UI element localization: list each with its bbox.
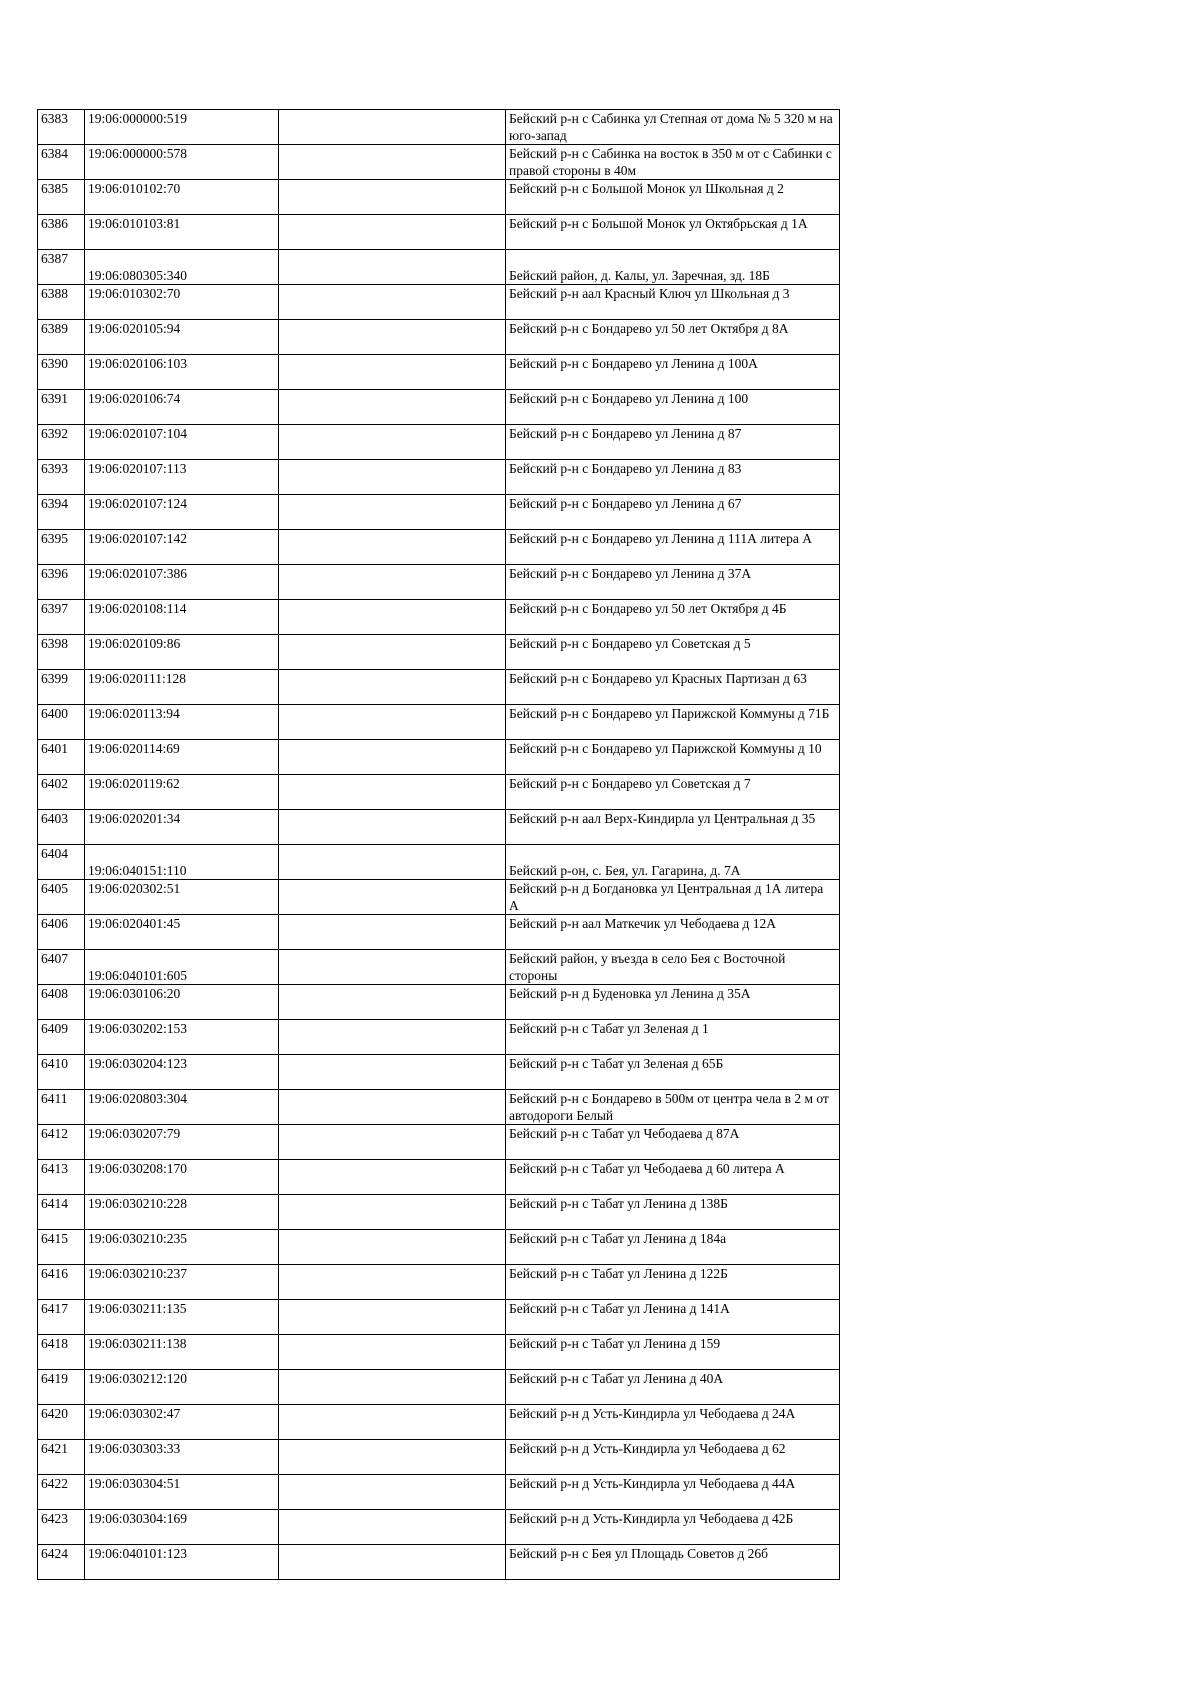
cadastral-number-cell: 19:06:040101:605 — [85, 950, 279, 985]
address-cell: Бейский р-н с Бондарево ул Ленина д 87 — [506, 425, 840, 460]
cadastral-number-cell: 19:06:000000:578 — [85, 145, 279, 180]
cadastral-number-cell: 19:06:020119:62 — [85, 775, 279, 810]
address-cell: Бейский р-н с Бея ул Площадь Советов д 26б — [506, 1545, 840, 1580]
row-number-cell: 6415 — [38, 1230, 85, 1265]
row-number-cell: 6412 — [38, 1125, 85, 1160]
cadastral-number-cell: 19:06:020106:74 — [85, 390, 279, 425]
address-cell: Бейский р-н д Богдановка ул Центральная д 1А литера А — [506, 880, 840, 915]
address-cell: Бейский р-н с Бондарево ул Ленина д 111А литера А — [506, 530, 840, 565]
table-row — [38, 320, 840, 355]
row-number-cell: 6401 — [38, 740, 85, 775]
table-row — [38, 355, 840, 390]
cadastral-number-cell: 19:06:020201:34 — [85, 810, 279, 845]
row-number-cell: 6405 — [38, 880, 85, 915]
table-row — [38, 1545, 840, 1580]
empty-cell — [279, 390, 506, 425]
address-cell: Бейский р-н с Бондарево ул Советская д 7 — [506, 775, 840, 810]
cadastral-number-cell: 19:06:020109:86 — [85, 635, 279, 670]
address-cell: Бейский р-н д Усть-Киндирла ул Чебодаева д 62 — [506, 1440, 840, 1475]
empty-cell — [279, 1510, 506, 1545]
address-cell: Бейский р-н с Табат ул Ленина д 141А — [506, 1300, 840, 1335]
cadastral-number-cell: 19:06:030210:228 — [85, 1195, 279, 1230]
row-number-cell: 6410 — [38, 1055, 85, 1090]
address-cell: Бейский р-н аал Верх-Киндирла ул Центральная д 35 — [506, 810, 840, 845]
table-row — [38, 1090, 840, 1125]
address-cell: Бейский р-н аал Маткечик ул Чебодаева д 12А — [506, 915, 840, 950]
table-row — [38, 1300, 840, 1335]
empty-cell — [279, 1545, 506, 1580]
empty-cell — [279, 145, 506, 180]
cadastral-number-cell: 19:06:020107:124 — [85, 495, 279, 530]
row-number-cell: 6406 — [38, 915, 85, 950]
table-row — [38, 915, 840, 950]
empty-cell — [279, 250, 506, 285]
row-number-cell: 6424 — [38, 1545, 85, 1580]
table-row — [38, 1195, 840, 1230]
empty-cell — [279, 1265, 506, 1300]
empty-cell — [279, 845, 506, 880]
empty-cell — [279, 180, 506, 215]
address-cell: Бейский р-он, с. Бея, ул. Гагарина, д. 7А — [506, 845, 840, 880]
empty-cell — [279, 1370, 506, 1405]
address-cell: Бейский р-н аал Красный Ключ ул Школьная д 3 — [506, 285, 840, 320]
cadastral-number-cell: 19:06:080305:340 — [85, 250, 279, 285]
table-row — [38, 530, 840, 565]
cadastral-number-cell: 19:06:030210:235 — [85, 1230, 279, 1265]
cadastral-number-cell: 19:06:030211:138 — [85, 1335, 279, 1370]
row-number-cell: 6385 — [38, 180, 85, 215]
row-number-cell: 6409 — [38, 1020, 85, 1055]
empty-cell — [279, 425, 506, 460]
empty-cell — [279, 1230, 506, 1265]
address-cell: Бейский р-н с Бондарево ул 50 лет Октября д 8А — [506, 320, 840, 355]
cadastral-number-cell: 19:06:030302:47 — [85, 1405, 279, 1440]
row-number-cell: 6413 — [38, 1160, 85, 1195]
row-number-cell: 6395 — [38, 530, 85, 565]
address-cell: Бейский р-н с Бондарево в 500м от центра чела в 2 м от автодороги Белый — [506, 1090, 840, 1125]
row-number-cell: 6404 — [38, 845, 85, 880]
table-row — [38, 810, 840, 845]
address-cell: Бейский р-н с Табат ул Зеленая д 65Б — [506, 1055, 840, 1090]
empty-cell — [279, 460, 506, 495]
empty-cell — [279, 1090, 506, 1125]
cadastral-number-cell: 19:06:020107:104 — [85, 425, 279, 460]
cadastral-number-cell: 19:06:030207:79 — [85, 1125, 279, 1160]
table-row — [38, 145, 840, 180]
empty-cell — [279, 355, 506, 390]
row-number-cell: 6408 — [38, 985, 85, 1020]
table-row — [38, 1335, 840, 1370]
cadastral-number-cell: 19:06:020113:94 — [85, 705, 279, 740]
row-number-cell: 6402 — [38, 775, 85, 810]
row-number-cell: 6384 — [38, 145, 85, 180]
cadastral-number-cell: 19:06:010102:70 — [85, 180, 279, 215]
address-cell: Бейский р-н с Табат ул Ленина д 138Б — [506, 1195, 840, 1230]
row-number-cell: 6423 — [38, 1510, 85, 1545]
cadastral-number-cell: 19:06:030202:153 — [85, 1020, 279, 1055]
row-number-cell: 6397 — [38, 600, 85, 635]
cadastral-number-cell: 19:06:040101:123 — [85, 1545, 279, 1580]
address-cell: Бейский район, д. Калы, ул. Заречная, зд. 18Б — [506, 250, 840, 285]
table-row — [38, 600, 840, 635]
row-number-cell: 6420 — [38, 1405, 85, 1440]
table-row — [38, 180, 840, 215]
cadastral-number-cell: 19:06:020107:386 — [85, 565, 279, 600]
empty-cell — [279, 775, 506, 810]
row-number-cell: 6407 — [38, 950, 85, 985]
row-number-cell: 6394 — [38, 495, 85, 530]
address-cell: Бейский р-н с Большой Монок ул Октябрьская д 1А — [506, 215, 840, 250]
row-number-cell: 6422 — [38, 1475, 85, 1510]
table-row — [38, 1405, 840, 1440]
address-cell: Бейский р-н с Табат ул Ленина д 122Б — [506, 1265, 840, 1300]
empty-cell — [279, 1475, 506, 1510]
empty-cell — [279, 670, 506, 705]
row-number-cell: 6417 — [38, 1300, 85, 1335]
address-cell: Бейский р-н с Табат ул Ленина д 40А — [506, 1370, 840, 1405]
table-row — [38, 1125, 840, 1160]
row-number-cell: 6386 — [38, 215, 85, 250]
empty-cell — [279, 810, 506, 845]
row-number-cell: 6393 — [38, 460, 85, 495]
cadastral-number-cell: 19:06:020401:45 — [85, 915, 279, 950]
empty-cell — [279, 600, 506, 635]
table-row — [38, 985, 840, 1020]
table-row — [38, 1475, 840, 1510]
row-number-cell: 6383 — [38, 110, 85, 145]
address-cell: Бейский р-н с Бондарево ул Парижской Коммуны д 10 — [506, 740, 840, 775]
table-row — [38, 705, 840, 740]
address-cell: Бейский р-н с Бондарево ул Ленина д 100А — [506, 355, 840, 390]
empty-cell — [279, 320, 506, 355]
row-number-cell: 6399 — [38, 670, 85, 705]
cadastral-number-cell: 19:06:030304:51 — [85, 1475, 279, 1510]
cadastral-number-cell: 19:06:030204:123 — [85, 1055, 279, 1090]
table-row — [38, 565, 840, 600]
address-cell: Бейский р-н д Усть-Киндирла ул Чебодаева д 44А — [506, 1475, 840, 1510]
address-cell: Бейский р-н с Бондарево ул Ленина д 100 — [506, 390, 840, 425]
address-cell: Бейский р-н д Буденовка ул Ленина д 35А — [506, 985, 840, 1020]
empty-cell — [279, 705, 506, 740]
table-row — [38, 740, 840, 775]
table-row — [38, 670, 840, 705]
address-cell: Бейский р-н д Усть-Киндирла ул Чебодаева д 24А — [506, 1405, 840, 1440]
table-row — [38, 1510, 840, 1545]
table-row — [38, 250, 840, 285]
row-number-cell: 6419 — [38, 1370, 85, 1405]
cadastral-number-cell: 19:06:020108:114 — [85, 600, 279, 635]
table-row — [38, 1160, 840, 1195]
cadastral-number-cell: 19:06:020114:69 — [85, 740, 279, 775]
cadastral-number-cell: 19:06:020107:142 — [85, 530, 279, 565]
register-table-body — [38, 110, 840, 1580]
empty-cell — [279, 1405, 506, 1440]
address-cell: Бейский р-н с Бондарево ул Ленина д 37А — [506, 565, 840, 600]
table-row — [38, 775, 840, 810]
cadastral-number-cell: 19:06:030304:169 — [85, 1510, 279, 1545]
row-number-cell: 6414 — [38, 1195, 85, 1230]
cadastral-number-cell: 19:06:020302:51 — [85, 880, 279, 915]
table-row — [38, 425, 840, 460]
empty-cell — [279, 1160, 506, 1195]
empty-cell — [279, 1300, 506, 1335]
row-number-cell: 6416 — [38, 1265, 85, 1300]
row-number-cell: 6418 — [38, 1335, 85, 1370]
empty-cell — [279, 635, 506, 670]
empty-cell — [279, 915, 506, 950]
row-number-cell: 6388 — [38, 285, 85, 320]
table-row — [38, 1265, 840, 1300]
address-cell: Бейский р-н с Бондарево ул Ленина д 83 — [506, 460, 840, 495]
empty-cell — [279, 215, 506, 250]
table-row — [38, 285, 840, 320]
empty-cell — [279, 565, 506, 600]
table-row — [38, 390, 840, 425]
table-row — [38, 880, 840, 915]
table-row — [38, 495, 840, 530]
address-cell: Бейский р-н с Бондарево ул Парижской Коммуны д 71Б — [506, 705, 840, 740]
row-number-cell: 6389 — [38, 320, 85, 355]
row-number-cell: 6403 — [38, 810, 85, 845]
cadastral-number-cell: 19:06:020111:128 — [85, 670, 279, 705]
empty-cell — [279, 530, 506, 565]
address-cell: Бейский р-н с Бондарево ул Ленина д 67 — [506, 495, 840, 530]
row-number-cell: 6396 — [38, 565, 85, 600]
empty-cell — [279, 1055, 506, 1090]
address-cell: Бейский р-н д Усть-Киндирла ул Чебодаева д 42Б — [506, 1510, 840, 1545]
table-row — [38, 1055, 840, 1090]
cadastral-number-cell: 19:06:020107:113 — [85, 460, 279, 495]
table-row — [38, 215, 840, 250]
cadastral-number-cell: 19:06:030211:135 — [85, 1300, 279, 1335]
cadastral-number-cell: 19:06:030208:170 — [85, 1160, 279, 1195]
row-number-cell: 6411 — [38, 1090, 85, 1125]
property-register-table — [37, 109, 840, 1580]
row-number-cell: 6392 — [38, 425, 85, 460]
cadastral-number-cell: 19:06:000000:519 — [85, 110, 279, 145]
address-cell: Бейский р-н с Сабинка на восток в 350 м от с Сабинки с правой стороны в 40м — [506, 145, 840, 180]
row-number-cell: 6387 — [38, 250, 85, 285]
cadastral-number-cell: 19:06:030210:237 — [85, 1265, 279, 1300]
table-row — [38, 1370, 840, 1405]
address-cell: Бейский р-н с Табат ул Зеленая д 1 — [506, 1020, 840, 1055]
address-cell: Бейский р-н с Табат ул Ленина д 184а — [506, 1230, 840, 1265]
empty-cell — [279, 1440, 506, 1475]
cadastral-number-cell: 19:06:030106:20 — [85, 985, 279, 1020]
table-row — [38, 1440, 840, 1475]
table-row — [38, 1020, 840, 1055]
cadastral-number-cell: 19:06:010302:70 — [85, 285, 279, 320]
table-row — [38, 1230, 840, 1265]
address-cell: Бейский р-н с Бондарево ул Советская д 5 — [506, 635, 840, 670]
row-number-cell: 6391 — [38, 390, 85, 425]
address-cell: Бейский р-н с Сабинка ул Степная от дома № 5 320 м на юго-запад — [506, 110, 840, 145]
cadastral-number-cell: 19:06:040151:110 — [85, 845, 279, 880]
empty-cell — [279, 880, 506, 915]
table-row — [38, 635, 840, 670]
empty-cell — [279, 950, 506, 985]
cadastral-number-cell: 19:06:030303:33 — [85, 1440, 279, 1475]
cadastral-number-cell: 19:06:020803:304 — [85, 1090, 279, 1125]
empty-cell — [279, 285, 506, 320]
table-row — [38, 110, 840, 145]
empty-cell — [279, 1335, 506, 1370]
empty-cell — [279, 495, 506, 530]
empty-cell — [279, 1020, 506, 1055]
row-number-cell: 6400 — [38, 705, 85, 740]
cadastral-number-cell: 19:06:010103:81 — [85, 215, 279, 250]
row-number-cell: 6390 — [38, 355, 85, 390]
table-row — [38, 950, 840, 985]
table-row — [38, 845, 840, 880]
empty-cell — [279, 740, 506, 775]
cadastral-number-cell: 19:06:030212:120 — [85, 1370, 279, 1405]
cadastral-number-cell: 19:06:020106:103 — [85, 355, 279, 390]
empty-cell — [279, 110, 506, 145]
row-number-cell: 6421 — [38, 1440, 85, 1475]
address-cell: Бейский р-н с Табат ул Ленина д 159 — [506, 1335, 840, 1370]
row-number-cell: 6398 — [38, 635, 85, 670]
cadastral-number-cell: 19:06:020105:94 — [85, 320, 279, 355]
address-cell: Бейский р-н с Табат ул Чебодаева д 60 литера А — [506, 1160, 840, 1195]
address-cell: Бейский р-н с Большой Монок ул Школьная д 2 — [506, 180, 840, 215]
empty-cell — [279, 1195, 506, 1230]
address-cell: Бейский р-н с Табат ул Чебодаева д 87А — [506, 1125, 840, 1160]
table-row — [38, 460, 840, 495]
empty-cell — [279, 985, 506, 1020]
address-cell: Бейский р-н с Бондарево ул 50 лет Октября д 4Б — [506, 600, 840, 635]
address-cell: Бейский район, у въезда в село Бея с Восточной стороны — [506, 950, 840, 985]
empty-cell — [279, 1125, 506, 1160]
address-cell: Бейский р-н с Бондарево ул Красных Партизан д 63 — [506, 670, 840, 705]
